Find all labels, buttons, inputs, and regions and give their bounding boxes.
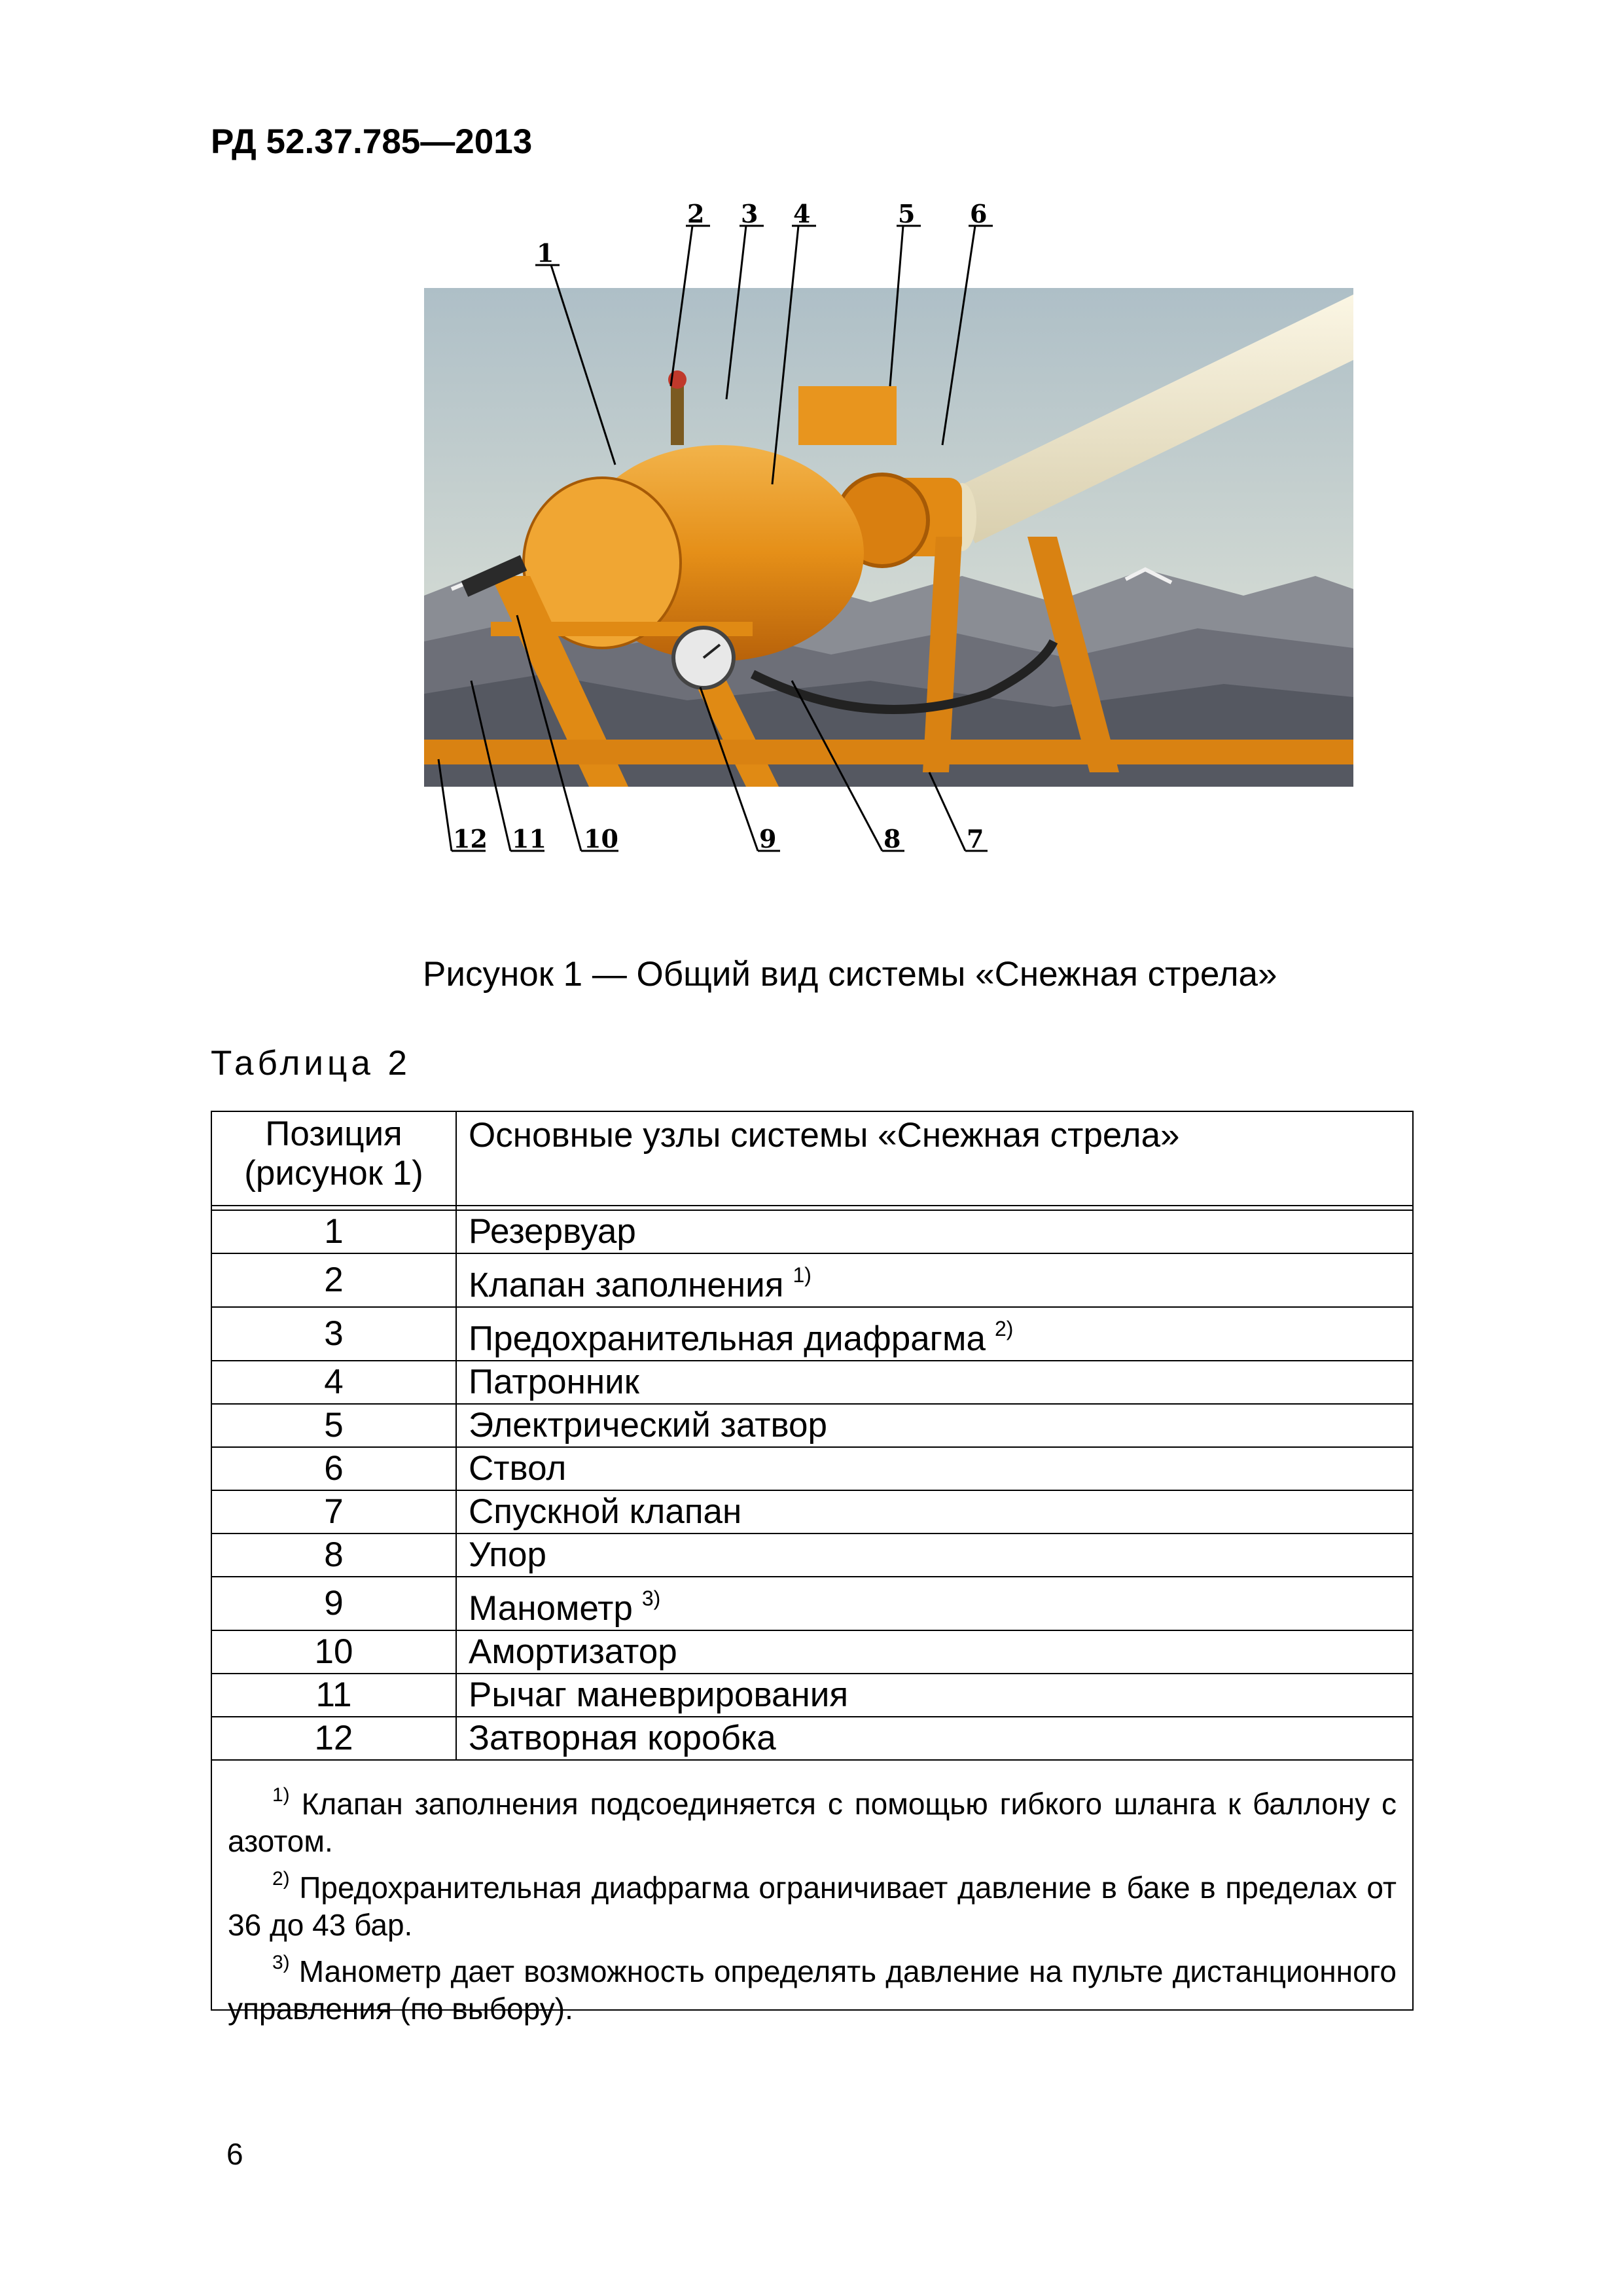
figure-snow-arrow-photo — [412, 170, 1368, 910]
row-position: 9 — [211, 1577, 456, 1630]
footnote-mark: 3) — [272, 1952, 290, 1973]
callout-label-1: 1 — [537, 238, 554, 268]
component-name: Резервуар — [469, 1212, 636, 1251]
table-row — [211, 1361, 1413, 1404]
component-name: Предохранительная диафрагма — [469, 1319, 986, 1358]
footnote-ref: 3) — [641, 1587, 661, 1610]
component-name: Манометр — [469, 1589, 633, 1628]
footnote-ref: 1) — [793, 1263, 812, 1287]
footnote — [228, 1860, 1397, 1944]
component-name: Амортизатор — [469, 1632, 677, 1671]
header-position — [211, 1111, 456, 1206]
callout-label-8: 8 — [883, 824, 901, 853]
table-row — [211, 1404, 1413, 1447]
table-row — [211, 1210, 1413, 1253]
callout-label-9: 9 — [759, 824, 777, 853]
figure-caption: Рисунок 1 — Общий вид системы «Снежная стрела» — [423, 955, 1277, 994]
component-name: Ствол — [469, 1449, 567, 1488]
footnote-text: Клапан заполнения подсоединяется с помощью гибкого шланга к баллону с азотом. — [228, 1787, 1397, 1858]
table-footnotes — [211, 1745, 1414, 2026]
component-name: Патронник — [469, 1363, 639, 1401]
row-position: 2 — [211, 1253, 456, 1307]
component-name: Рычаг маневрирования — [469, 1676, 849, 1714]
row-position: 5 — [211, 1404, 456, 1447]
footnote — [228, 1776, 1397, 1860]
row-position: 4 — [211, 1361, 456, 1404]
table-title: Таблица 2 — [211, 1044, 412, 1083]
row-position: 10 — [211, 1630, 456, 1674]
callout-label-11: 11 — [512, 824, 546, 853]
row-position: 8 — [211, 1534, 456, 1577]
footnote-text: Предохранительная диафрагма ограничивает давление в баке в пределах от 36 до 43 бар. — [228, 1871, 1397, 1942]
row-component — [456, 1447, 1413, 1490]
components-table — [211, 1111, 1414, 1761]
table-header-row — [211, 1111, 1413, 1206]
component-name: Клапан заполнения — [469, 1266, 784, 1304]
row-component — [456, 1404, 1413, 1447]
row-position: 12 — [211, 1717, 456, 1760]
row-component — [456, 1253, 1413, 1307]
header-position-line2: (рисунок 1) — [244, 1154, 423, 1193]
header-separator — [211, 1206, 1413, 1210]
header-position-line1: Позиция — [265, 1115, 402, 1153]
footnote-text: Манометр дает возможность определять давление на пульте дистанционного управления (по выбору). — [228, 1954, 1397, 2026]
table-row — [211, 1253, 1413, 1307]
table-row — [211, 1447, 1413, 1490]
table-row — [211, 1490, 1413, 1534]
row-component — [456, 1577, 1413, 1630]
row-component — [456, 1361, 1413, 1404]
row-component — [456, 1630, 1413, 1674]
row-component — [456, 1534, 1413, 1577]
table-row — [211, 1307, 1413, 1361]
callout-label-10: 10 — [584, 824, 618, 853]
row-position: 7 — [211, 1490, 456, 1534]
page-number: 6 — [226, 2137, 243, 2171]
callout-label-4: 4 — [793, 199, 811, 228]
row-position: 6 — [211, 1447, 456, 1490]
photo — [424, 199, 1353, 910]
footnote — [228, 1944, 1397, 2028]
row-component — [456, 1210, 1413, 1253]
component-name: Затворная коробка — [469, 1719, 776, 1757]
table-body — [211, 1210, 1413, 1760]
row-position: 1 — [211, 1210, 456, 1253]
row-component — [456, 1674, 1413, 1717]
footnote-mark: 2) — [272, 1868, 290, 1890]
callout-label-6: 6 — [970, 199, 988, 228]
callout-label-7: 7 — [967, 824, 984, 853]
callout-label-3: 3 — [741, 199, 758, 228]
footnote-mark: 1) — [272, 1784, 290, 1806]
row-component — [456, 1307, 1413, 1361]
table-row — [211, 1630, 1413, 1674]
callout-label-5: 5 — [898, 199, 916, 228]
callout-label-12: 12 — [453, 824, 488, 853]
component-name: Спускной клапан — [469, 1492, 742, 1531]
row-component — [456, 1490, 1413, 1534]
document-header: РД 52.37.785—2013 — [211, 122, 533, 161]
table-row — [211, 1534, 1413, 1577]
table-row — [211, 1674, 1413, 1717]
callout-label-2: 2 — [687, 199, 705, 228]
footnote-ref: 2) — [994, 1317, 1014, 1340]
table-row — [211, 1577, 1413, 1630]
row-position: 11 — [211, 1674, 456, 1717]
component-name: Электрический затвор — [469, 1406, 827, 1444]
header-component: Основные узлы системы «Снежная стрела» — [456, 1111, 1413, 1206]
row-position: 3 — [211, 1307, 456, 1361]
component-name: Упор — [469, 1535, 546, 1574]
